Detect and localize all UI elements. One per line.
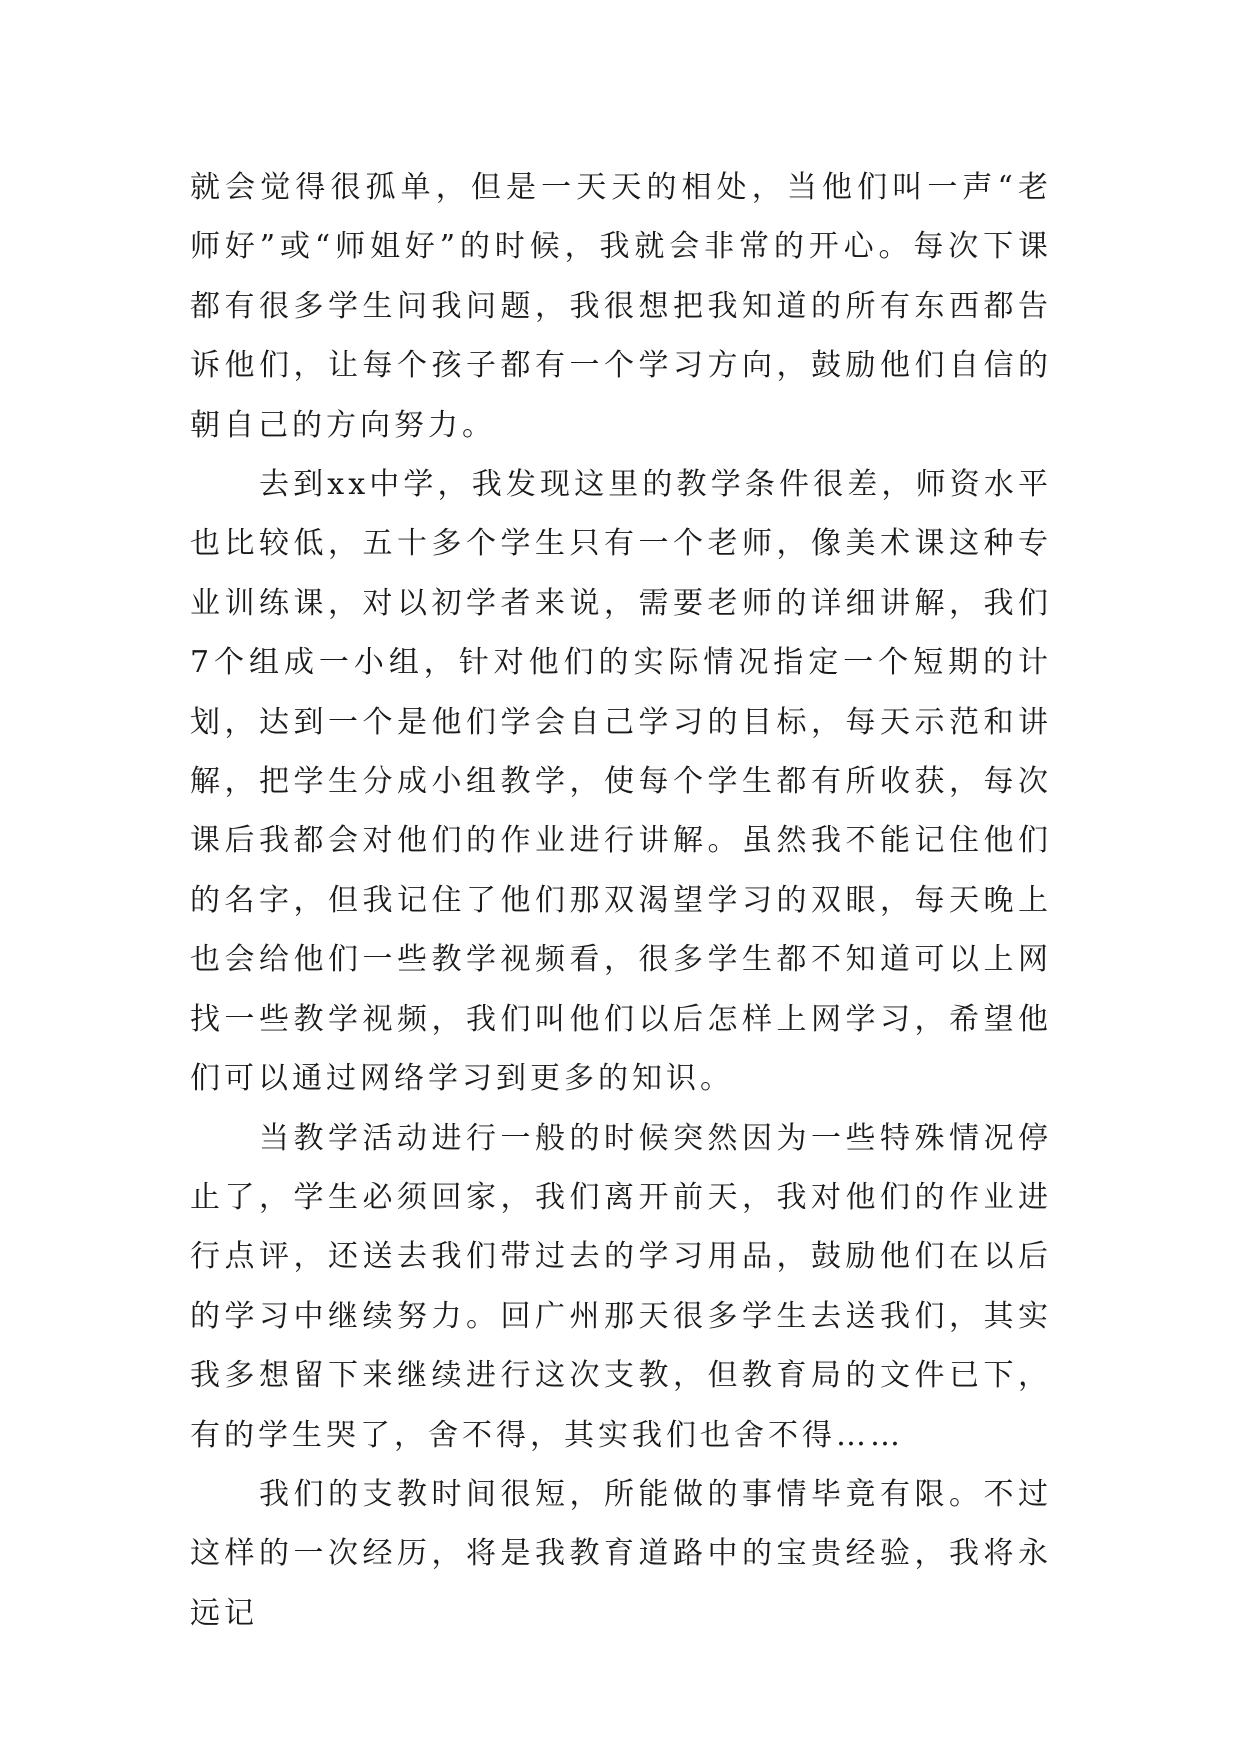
paragraph-reflection: 我们的支教时间很短，所能做的事情毕竟有限。不过这样的一次经历，将是我教育道路中的宝贵经验，我将永远记 bbox=[190, 1476, 1052, 1631]
paragraph-teaching-conditions: 去到xx中学，我发现这里的教学条件很差，师资水平也比较低，五十多个学生只有一个老师，像美术课这种专业训练课，对以初学者来说，需要老师的详细讲解，我们7个组成一小组，针对他们的实际情况指定一个短期的计划，达到一个是他们学会自己学习的目标，每天示范和讲解，把学生分成小组教学，使每个学生都有所收获，每次课后我都会对他们的作业进行讲解。虽然我不能记住他们的名字，但我记住了他们那双渴望学习的双眼，每天晚上也会给他们一些教学视频看，很多学生都不知道可以上网找一些教学视频，我们叫他们以后怎样上网学习，希望他们可以通过网络学习到更多的知识。 bbox=[190, 467, 1052, 1097]
paragraph-continuation: 就会觉得很孤单，但是一天天的相处，当他们叫一声“老师好”或“师姐好”的时候，我就会非常的开心。每次下课都有很多学生问我问题，我很想把我知道的所有东西都告诉他们，让每个孩子都有一个学习方向，鼓励他们自信的朝自己的方向努力。 bbox=[190, 170, 1052, 443]
body-text bbox=[190, 158, 1052, 1643]
paragraph-activity-stopped: 当教学活动进行一般的时候突然因为一些特殊情况停止了，学生必须回家，我们离开前天，我对他们的作业进行点评，还送去我们带过去的学习用品，鼓励他们在以后的学习中继续努力。回广州那天很多学生去送我们，其实我多想留下来继续进行这次支教，但教育局的文件已下，有的学生哭了，舍不得，其实我们也舍不得…… bbox=[190, 1120, 1052, 1453]
